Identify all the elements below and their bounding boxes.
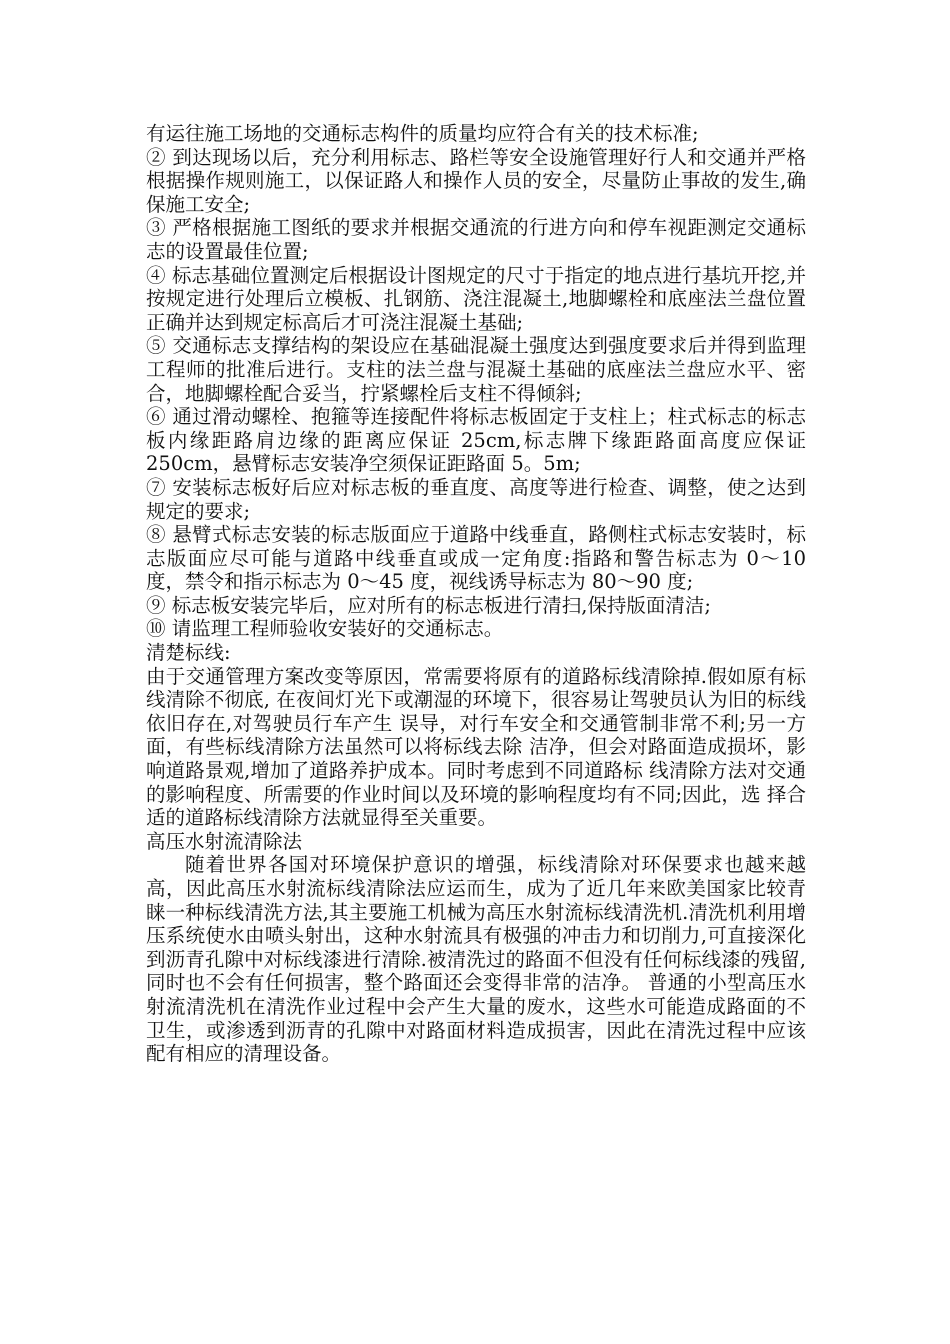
paragraph-item-5: ⑤ 交通标志支撑结构的架设应在基础混凝土强度达到强度要求后并得到监理工程师的批准后进行。支柱的法兰盘与混凝土基础的底座法兰盘应水平、密合，地脚螺栓配合妥当，拧紧螺栓后支柱不得倾斜; <box>146 334 806 405</box>
paragraph-item-10: ⑩ 请监理工程师验收安装好的交通标志。 <box>146 617 504 641</box>
paragraph-item-6: ⑥ 通过滑动螺栓、抱箍等连接配件将标志板固定于支柱上；柱式标志的标志板内缘距路肩边缘的距离应保证 25cm,标志牌下缘距路面高度应保证 250cm，悬臂标志安装净空须保证距路面 5。5m; <box>146 405 806 476</box>
paragraph-clear-markings-body: 由于交通管理方案改变等原因，常需要将原有的道路标线清除掉.假如原有标线清除不彻底, 在夜间灯光下或潮湿的环境下，很容易让驾驶员认为旧的标线依旧存在,对驾驶员行车产生 误导，对行车安全和交通管制非常不利;另一方面，有些标线清除方法虽然可以将标线去除 洁净，但会对路面造成损坏，影响道路景观,增加了道路养护成本。同时考虑到不同道路标 线清除方法对交通的影响程度、所需要的作业时间以及环境的影响程度均有不同;因此，选 择合适的道路标线清除方法就显得至关重要。 <box>146 664 806 830</box>
paragraph-item-3: ③ 严格根据施工图纸的要求并根据交通流的行进方向和停车视距测定交通标志的设置最佳位置; <box>146 216 806 263</box>
paragraph-item-2: ② 到达现场以后，充分利用标志、路栏等安全设施管理好行人和交通并严格根据操作规则施工，以保证路人和操作人员的安全，尽量防止事故的发生,确保施工安全; <box>146 145 806 216</box>
paragraph-water-jet-body: 随着世界各国对环境保护意识的增强，标线清除对环保要求也越来越高，因此高压水射流标线清除法应运而生，成为了近几年来欧美国家比较青睐一种标线清洗方法,其主要施工机械为高压水射流标线清洗机.清洗机利用增压系统使水由喷头射出，这种水射流具有极强的冲击力和切削力,可直接深化到沥青孔隙中对标线漆进行清除.被清洗过的路面不但没有任何标线漆的残留,同时也不会有任何损害，整个路面还会变得非常的洁净。 普通的小型高压水射流清洗机在清洗作业过程中会产生大量的废水，这些水可能造成路面的不卫生，或渗透到沥青的孔隙中对路面材料造成损害，因此在清洗过程中应该配有相应的清理设备。 <box>146 853 806 1066</box>
paragraph-item-9: ⑨ 标志板安装完毕后，应对所有的标志板进行清扫,保持版面清洁; <box>146 593 711 617</box>
paragraph-item-7: ⑦ 安装标志板好后应对标志板的垂直度、高度等进行检查、调整，使之达到规定的要求; <box>146 475 806 523</box>
section-heading-clear-markings: 清楚标线: <box>146 641 231 665</box>
document-page <box>146 122 806 1066</box>
paragraph-item-8: ⑧ 悬臂式标志安装的标志版面应于道路中线垂直，路侧柱式标志安装时，标志版面应尽可能与道路中线垂直或成一定角度:指路和警告标志为 0～10 度，禁令和指示标志为 0～45 度，视线诱导标志为 80～90 度; <box>146 523 806 594</box>
section-heading-water-jet: 高压水射流清除法 <box>146 829 303 853</box>
paragraph-standards: 有运往施工场地的交通标志构件的质量均应符合有关的技术标准; <box>146 122 699 145</box>
paragraph-item-4: ④ 标志基础位置测定后根据设计图规定的尺寸于指定的地点进行基坑开挖,并按规定进行处理后立模板、扎钢筋、浇注混凝土,地脚螺栓和底座法兰盘位置正确并达到规定标高后才可浇注混凝土基础; <box>146 263 806 334</box>
